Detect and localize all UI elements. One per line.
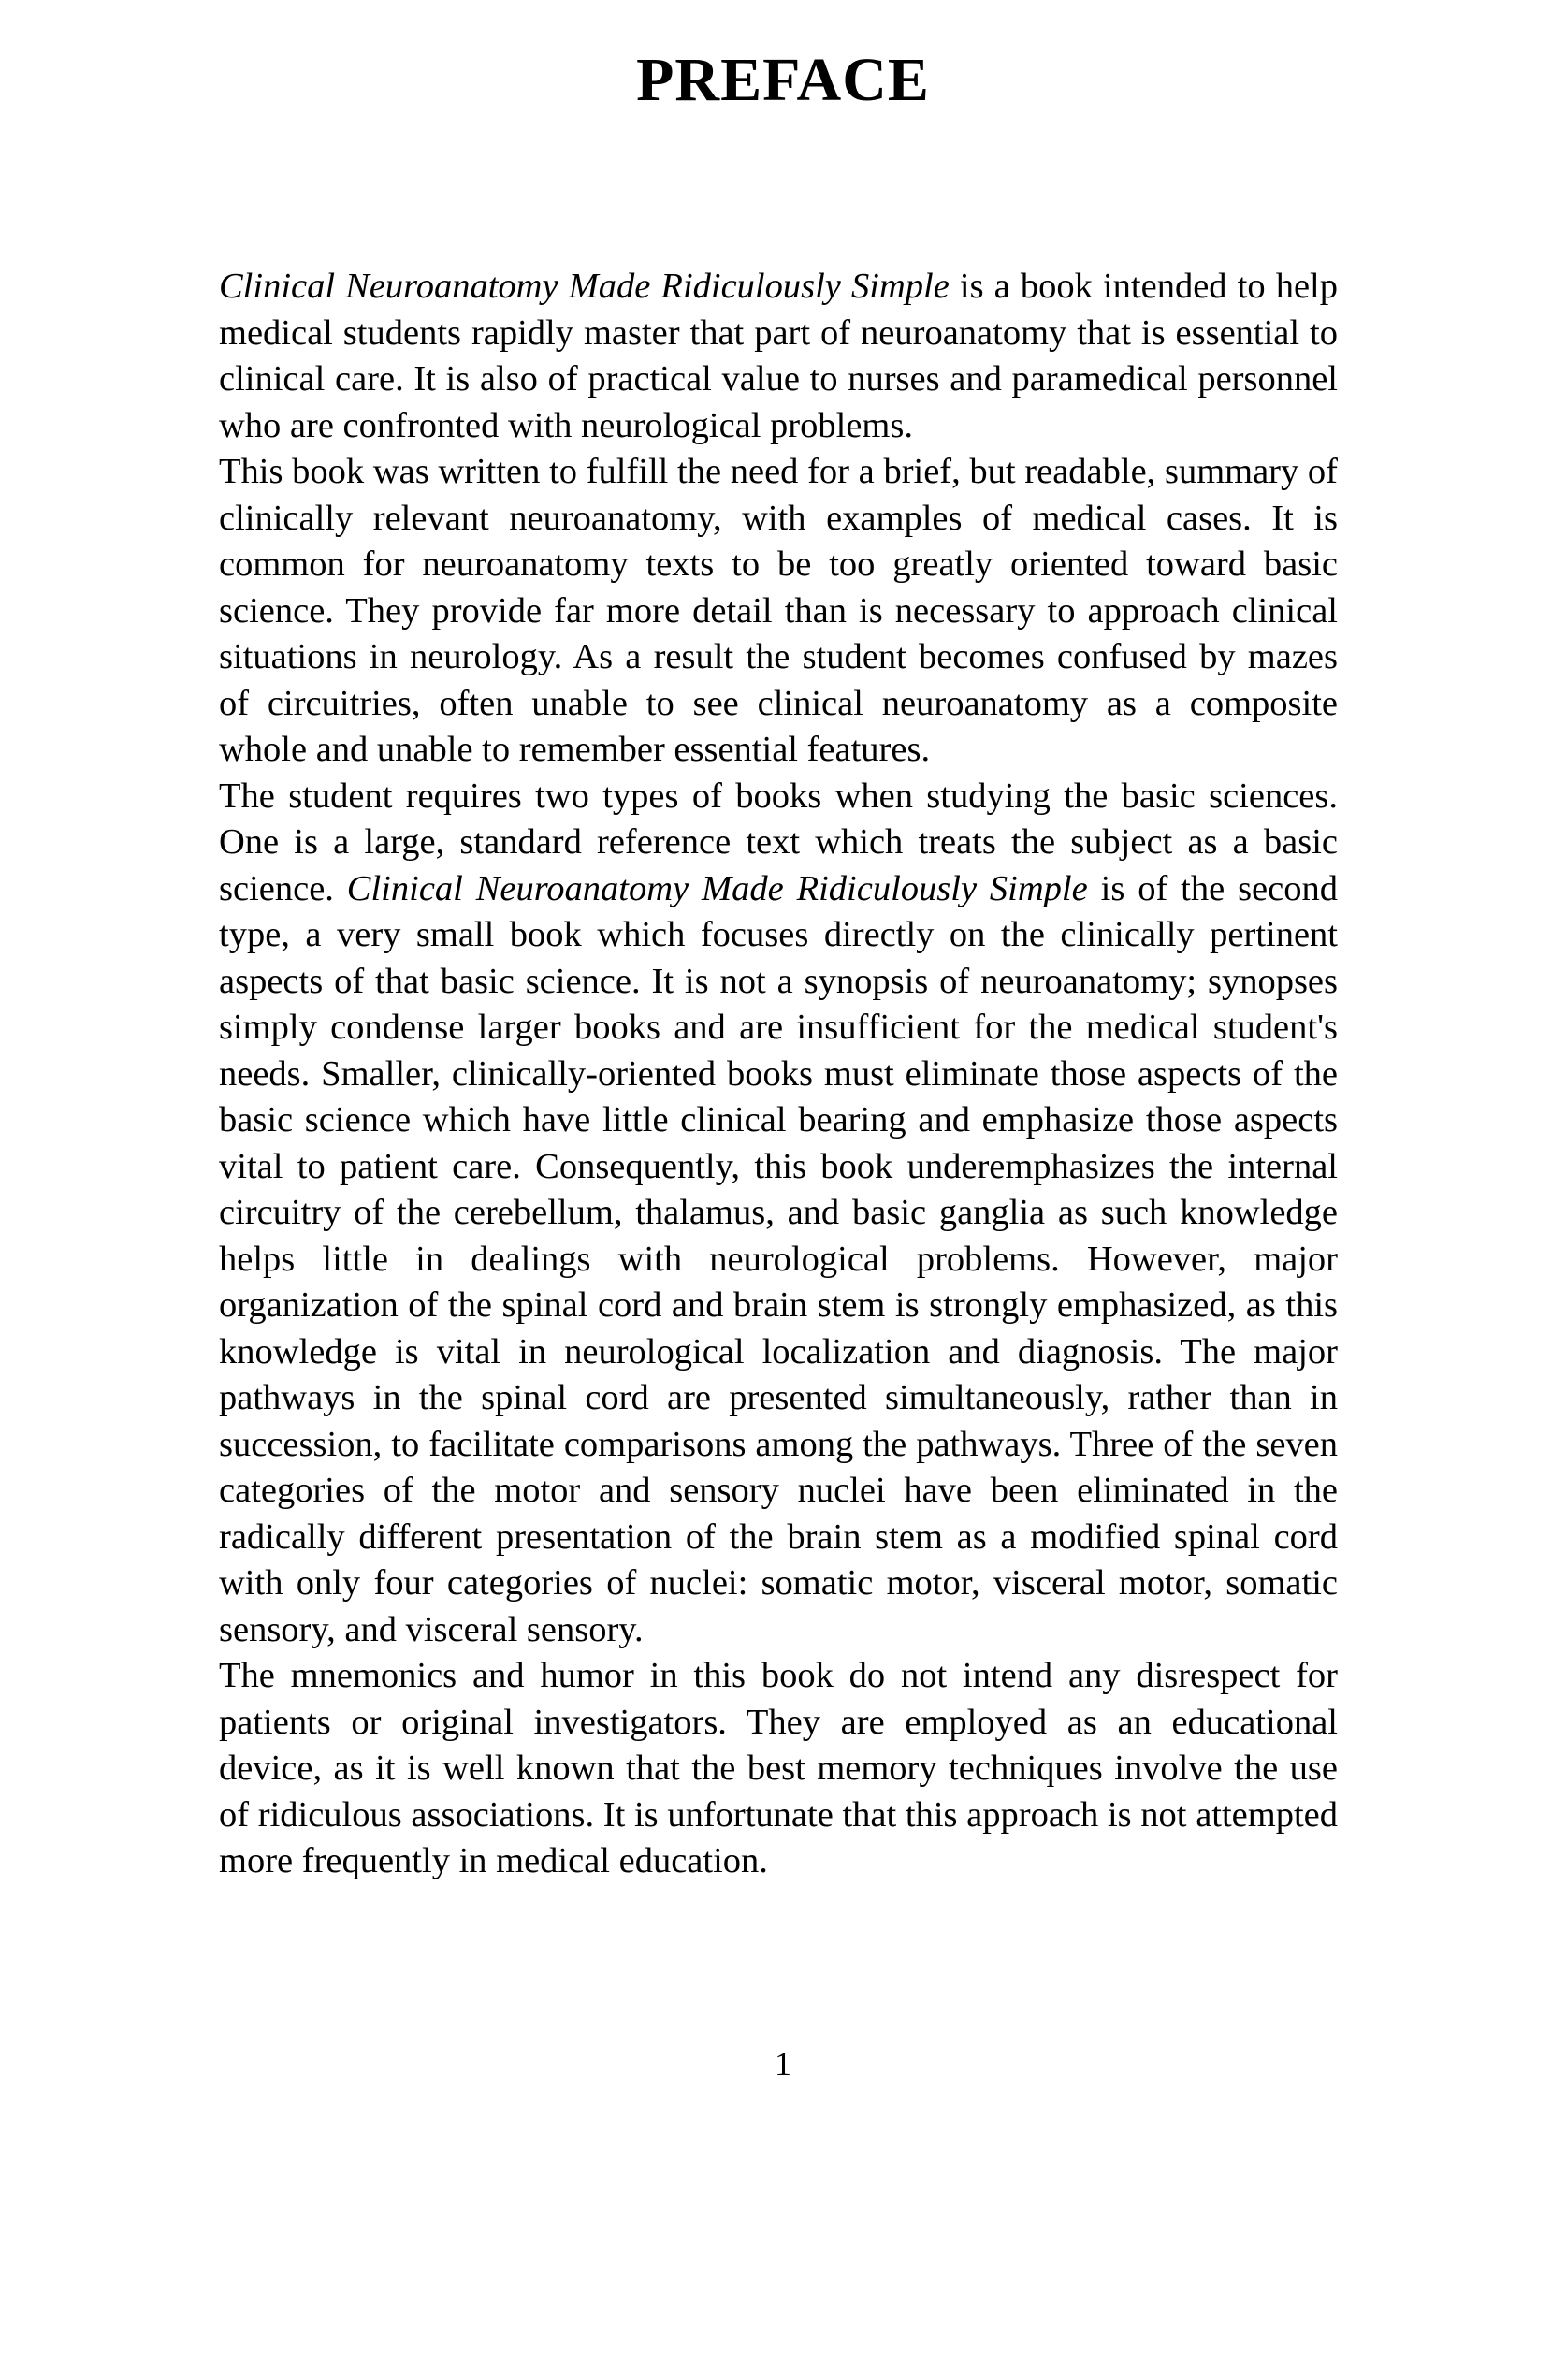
- page-number: 1: [775, 2045, 791, 2082]
- page-title: PREFACE: [636, 46, 930, 114]
- paragraph-text: is a book intended to help medical students rapidly master that part of neuroanatomy that is essential to clinical care. It is also of practical value to nurses and paramedical personnel who are confronted with neurological problems.: [219, 267, 1338, 445]
- paragraph-text: The mnemonics and humor in this book do not intend any disrespect for patients or original investigators. They are employed as an educational device, as it is well known that the best memory techniques involve the use of ridiculous associations. It is unfortunate that this approach is not attempted more frequently in medical education.: [219, 1656, 1338, 1880]
- preface-body: [219, 264, 1338, 1885]
- paragraph-text: This book was written to fulfill the need for a brief, but readable, summary of clinically relevant neuroanatomy, with examples of medical cases. It is common for neuroanatomy texts to be too greatly oriented toward basic science. They provide far more detail than is necessary to approach clinical situations in neurology. As a result the student becomes confused by mazes of circuitries, often unable to see clinical neuroanatomy as a composite whole and unable to remember essential features.: [219, 452, 1338, 769]
- paragraph-2: [219, 449, 1338, 774]
- paragraph-text-before: The student requires two types of books when studying the basic sciences. One is a large, standard reference text which treats the subject as a basic science.: [219, 776, 1338, 908]
- paragraph-3: [219, 774, 1338, 1654]
- paragraph-4: [219, 1653, 1338, 1885]
- paragraph-1: [219, 264, 1338, 449]
- paragraph-text-after: is of the second type, a very small book which focuses directly on the clinically pertinent aspects of that basic science. It is not a synopsis of neuroanatomy; synopses simply condense larger books and are insufficient for the medical student's needs. Smaller, clinically-oriented books must eliminate those aspects of the basic science which have little clinical bearing and emphasize those aspects vital to patient care. Consequently, this book underemphasizes the internal circuitry of the cerebellum, thalamus, and basic ganglia as such knowledge helps little in dealings with neurological problems. However, major organization of the spinal cord and brain stem is strongly emphasized, as this knowledge is vital in neurological localization and diagnosis. The major pathways in the spinal cord are presented simultaneously, rather than in succession, to facilitate comparisons among the pathways. Three of the seven categories of the motor and sensory nuclei have been eliminated in the radically different presentation of the brain stem as a modified spinal cord with only four categories of nuclei: somatic motor, visceral motor, somatic sensory, and visceral sensory.: [219, 868, 1338, 1649]
- book-title-italic: Clinical Neuroanatomy Made Ridiculously Simple: [219, 267, 950, 306]
- book-title-italic: Clinical Neuroanatomy Made Ridiculously Simple: [346, 868, 1088, 908]
